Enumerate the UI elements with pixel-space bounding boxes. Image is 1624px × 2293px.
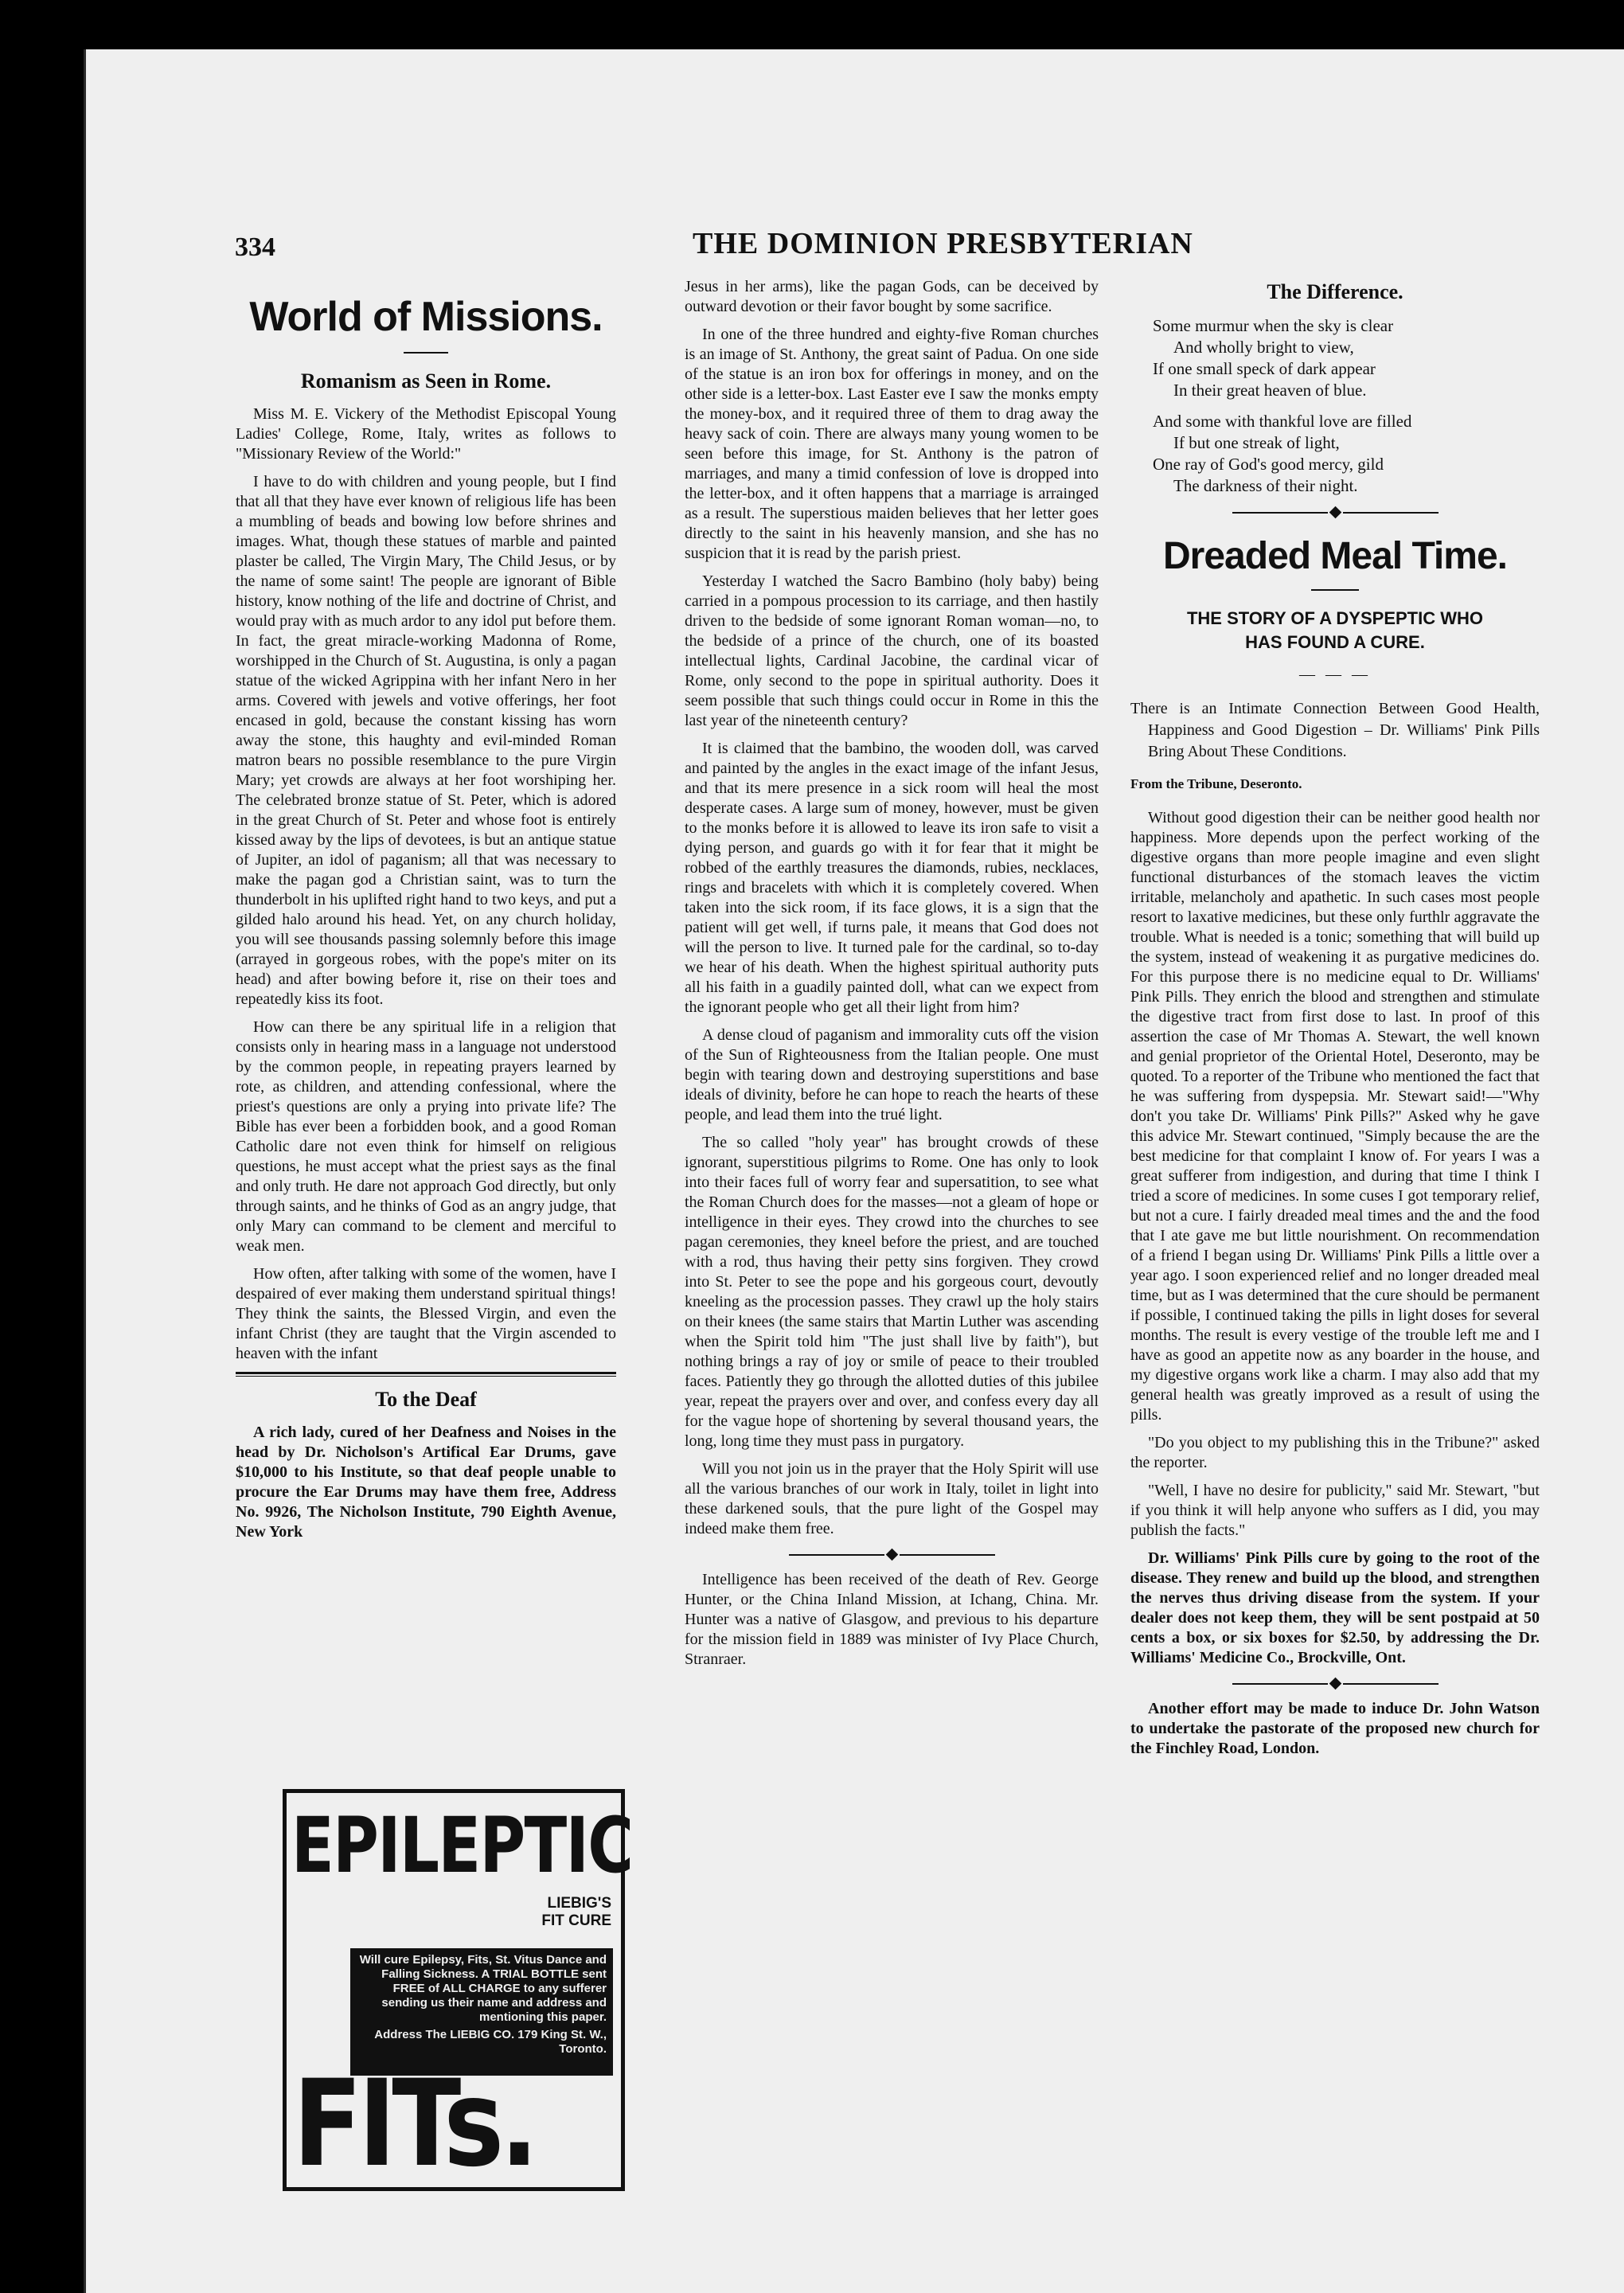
article-continuation: Jesus in her arms), like the pagan Gods, can be deceived by outward devotion or their favor bought by some sacrifice. <box>685 278 1099 315</box>
meal-subheading <box>1130 607 1540 654</box>
poem-title: The Difference. <box>1267 280 1403 303</box>
diamond-icon <box>1329 506 1341 519</box>
column-3 <box>1130 277 1540 1767</box>
ad-address: Address The LIEBIG CO. 179 King St. W., Toronto. <box>374 2028 607 2056</box>
poem-line: The darkness of their night. <box>1173 476 1358 495</box>
diamond-icon <box>1329 1678 1341 1690</box>
dash-divider: — — — <box>1299 666 1371 683</box>
ornament-divider <box>685 1550 1099 1559</box>
meal-source: From the Tribune, Deseronto. <box>1130 776 1302 791</box>
meal-closing: Dr. Williams' Pink Pills cure by going to the root of the disease. They renew and build up the blood, and strengthen the nerves thus driving disease from the system. If your dealer does not keep them, they will be sent postpaid at 50 cents a box, or six boxes for $2.50, by addressing the Dr. Williams' Medicine Co., Brockville, Ont. <box>1130 1549 1540 1666</box>
hunter-notice: Intelligence has been received of the death of Rev. George Hunter, or the China Inland Mission, at Ichang, China. Mr. Hunter was a native of Glasgow, and previous to his departure for the mission field in 1889 was minister of Ivy Place Church, Stranraer. <box>685 1571 1099 1668</box>
watson-notice: Another effort may be made to induce Dr. John Watson to undertake the pastorate of the proposed new church for the Finchley Road, London. <box>1130 1700 1540 1757</box>
poem-line: And wholly bright to view, <box>1173 338 1354 357</box>
article-paragraph: I have to do with children and young people, but I find that all that they have ever known of religious life has been a mumbling of beads and bowing low before shrines and images. What, though these statues of marble and painted plaster be called, The Virgin Mary, The Child Jesus, or by the name of some saint! The people are ignorant of Bible history, know nothing of the life and doctrine of Christ, and would pray with as much ardor to any idol put before them. In fact, the great miracle-working Madonna of Rome, worshipped in the Church of St. Augustina, is only a pagan statue of the wicked Agrippina with her infant Nero in her arms. Covered with jewels and votive offerings, her foot encased in gold, because the constant kissing has worn away the stone, this haughty and evil-minded Roman matron bears no possible resemblance to the pure Virgin Mary; yet crowds are always at her foot worshiping her. The celebrated bronze statue of St. Peter, which is adored in the great Church of St. Peter and whose foot is entirely kissed away by the lips of devotees, is but an antique statue of Jupiter, an idol of paganism; all that was necessary to make the pagan god a Christian saint, was to turn the thunderbolt in his uplifted right hand to two keys, and put a gilded halo around his head. Yet, on any church holiday, you will see thousands passing solemnly before this image (arrayed in gorgeous robes, with the pope's miter on its head) and after bowing before it, rise on their toes and repeatedly kiss its foot. <box>236 473 616 1008</box>
poem-line: And some with thankful love are filled <box>1153 412 1412 431</box>
poem-line: One ray of God's good mercy, gild <box>1153 455 1384 474</box>
column-1 <box>236 277 616 1550</box>
ad-brand <box>541 1895 611 1930</box>
deaf-notice: A rich lady, cured of her Deafness and Noises in the head by Dr. Nicholson's Artifical Ear Drums, gave $10,000 to his Institute, so that deaf people unable to procure the Ear Drums may have them free, Address No. 9926, The Nicholson Institute, 790 Eighth Avenue, New York <box>236 1424 616 1541</box>
article-paragraph: Yesterday I watched the Sacro Bambino (holy baby) being carried in a pompous procession to its carriage, and then hastily driven to the bedside of some ignorant Roman woman—no, to the bedside of a prince of the church, one of its boasted intellectual lights, Cardinal Jacobine, the cardinal vicar of Rome, only second to the pope in spiritual authority. Does it seem possible that such things could occur in Rome in this the last year of the nineteenth century? <box>685 572 1099 729</box>
poem-line: Some murmur when the sky is clear <box>1153 316 1394 335</box>
ad-footer-word: FITs. <box>293 2055 535 2193</box>
article-paragraph: How can there be any spiritual life in a religion that consists only in hearing mass in a language not understood by the common people, in repeating prayers learned by rote, as children, and attending confessional, where the priest's questions are only a prying into private life? The Bible has ever been a forbidden book, and a good Roman Catholic dare not even think for himself on religious questions, he must accept what the priest says as the final and only truth. He dare not approach God directly, but only through saints, and he thinks of God as an angry judge, that only Mary can command to be clement and merciful to weak men. <box>236 1018 616 1255</box>
ad-headline: EPILEPTIC <box>291 1801 633 1890</box>
deaf-heading: To the Deaf <box>375 1388 477 1411</box>
meal-summary: There is an Intimate Connection Between Good Health, Happiness and Good Digestion – Dr. Williams' Pink Pills Bring About These Conditions. <box>1130 700 1540 760</box>
page-number: 334 <box>235 232 275 262</box>
poem-line: If but one streak of light, <box>1173 433 1340 452</box>
masthead: THE DOMINION PRESBYTERIAN <box>693 227 1193 260</box>
article-paragraph: A dense cloud of paganism and immorality cuts off the vision of the Sun of Righteousness from the Italian people. One must begin with tearing down and destroying superstitions and base ideals of divinity, before he can hope to reach the hearts of these people, and lead them into the trué light. <box>685 1026 1099 1123</box>
ad-body-text: Will cure Epilepsy, Fits, St. Vitus Dance and Falling Sickness. A TRIAL BOTTLE sent FREE of ALL CHARGE to any sufferer sending us their name and address and mentioning this paper. <box>359 1953 607 2024</box>
poem-line: If one small speck of dark appear <box>1153 359 1376 378</box>
epileptic-advertisement <box>283 1789 633 2193</box>
article-paragraph: Will you not join us in the prayer that the Holy Spirit will use all the various branches of our work in Italy, toilet in light into these darkened souls, that the pure light of the Gospel may indeed make them free. <box>685 1460 1099 1537</box>
ornament-divider <box>1130 1679 1540 1688</box>
diamond-icon <box>885 1549 898 1561</box>
ornament-divider <box>1130 508 1540 517</box>
title-rule <box>404 352 448 354</box>
meal-paragraph: "Well, I have no desire for publicity," said Mr. Stewart, "but if you think it will help anyone who suffers as I did, you may publish the facts." <box>1130 1482 1540 1539</box>
article-heading: Romanism as Seen in Rome. <box>300 369 552 393</box>
ad-brand-line1: LIEBIG'S <box>547 1895 611 1912</box>
article-paragraph: How often, after talking with some of the women, have I despaired of ever making them understand spiritual things! They think the saints, the Blessed Virgin, and even the infant Christ (they are taught that the Virgin ascended to heaven with the infant <box>236 1265 616 1362</box>
article-intro: Miss M. E. Vickery of the Methodist Episcopal Young Ladies' College, Rome, Italy, writes as follows to "Missionary Review of the World:" <box>236 405 616 463</box>
meal-title: Dreaded Meal Time. <box>1163 535 1507 577</box>
meal-paragraph: "Do you object to my publishing this in the Tribune?" asked the reporter. <box>1130 1434 1540 1471</box>
section-title: World of Missions. <box>249 294 603 340</box>
poem-line: In their great heaven of blue. <box>1173 381 1367 400</box>
article-paragraph: It is claimed that the bambino, the wooden doll, was carved and painted by the angles in the exact image of the infant Jesus, and that its mere presence in a sick room will heal the most desperate cases. A large sum of money, however, must be given to the monks before it is allowed to leave its iron safe to visit a dying person, and guards go with it for fear that it might be robbed of the earthly treasures the diamonds, rubies, necklaces, rings and bracelets with which it is completely covered. When taken into the sick room, if its face glows, it is a sign that the patient will get well, if turns pale, it means that God does not will the person to live. It turned pale for the cardinal, so to-day we hear of his death. When the highest spiritual authority puts all his faith in a guadily painted doll, what can we expect from the ignorant people who get all their light from him? <box>685 740 1099 1016</box>
meal-subheading-line2: HAS FOUND A CURE. <box>1245 632 1425 652</box>
title-rule <box>1311 589 1359 591</box>
meal-paragraph: Without good digestion their can be neither good health nor happiness. More depends upon the perfect working of the digestive organs than more people imagine and even slight functional disturbances of the stomach leaves the victim irritable, melancholy and apathetic. In such cases most people resort to laxative medicines, but these only furthlr aggravate the trouble. What is needed is a tonic; something that will build up the system, instead of weakening it as purgative medicines do. For this purpose there is no medicine equal to Dr. Williams' Pink Pills. They enrich the blood and strengthen and stimulate the digestive tract from first dose to last. In proof of this assertion the case of Mr Thomas A. Stewart, the well known and genial proprietor of the Oriental Hotel, Deseronto, may be quoted. To a reporter of the Tribune who mentioned the fact that he was suffering from dyspepsia. Mr. Stewart said!—"Why don't you take Dr. Williams' Pink Pills?" Asked why he gave this advice Mr. Stewart continued, "Simply because the are the best medicine for that complaint I know of. For years I was a great sufferer from indigestion, and during that time I think I tried a score of medicines. In some cuses I got temporary relief, but not a cure. I fairly dreaded meal times and the and the food that I ate gave me but little nourishment. On recommendation of a friend I began using Dr. Williams' Pink Pills a little over a year ago. I soon experienced relief and no longer dreaded meal time, but as I was determined that the cure should be permanent if possible, I continued taking the pills in light doses for several months. The result is every vestige of the trouble left me and I have as good an appetite now as any boarder in the house, and my digestive organs work like a charm. I may also add that my general health was greatly improved as a result of using the pills. <box>1130 809 1540 1424</box>
article-paragraph: In one of the three hundred and eighty-five Roman churches is an image of St. Anthony, the great saint of Padua. On one side of the statue is an iron box for offerings in money, and on the other side is a letter-box. Last Easter eve I saw the monks empty the money-box, and it required three of them to drag away the heavy sack of coin. There are always many young women to be seen before this image, for St. Anthony is the patron of marriages, and many a timid confession of love is dropped into the letter-box, and it often happens that a marriage is arrainged as a result. The superstious maiden believes that her letter goes directly to the saint in his heavenly mansion, and she has no suspicion that it is read by the parish priest. <box>685 326 1099 562</box>
ad-brand-line2: FIT CURE <box>541 1912 611 1929</box>
column-2 <box>685 277 1099 1678</box>
article-paragraph: The so called "holy year" has brought crowds of these ignorant, superstitious pilgrims to Rome. One has only to look into their faces full of worry fear and supersatition, to see what the Roman Church does for the masses—not a gleam of hope or intelligence in their eyes. They crowd into the churches to see pagan ceremonies, they kneel before the priest, and are touched with a rod, thus having their petty sins forgiven. They crowd into St. Peter to see the pope and his gorgeous court, devoutly kneeling as the procession passes. They crawl up the holy stairs on their knees (the same stairs that Martin Luther was ascending when the Spirit told him "The just shall live by faith"), but nothing brings a ray of joy or smile of peace to their troubled faces. Patiently they go through the allotted duties of this jubilee year, repeat the prayers over and over, and confess every day all for the vague hope of shortening by several thousand years, the long, long time they must pass in purgatory. <box>685 1134 1099 1450</box>
meal-subheading-line1: THE STORY OF A DYSPEPTIC WHO <box>1186 608 1483 628</box>
column-rule <box>236 1372 616 1377</box>
poem <box>1153 315 1540 497</box>
